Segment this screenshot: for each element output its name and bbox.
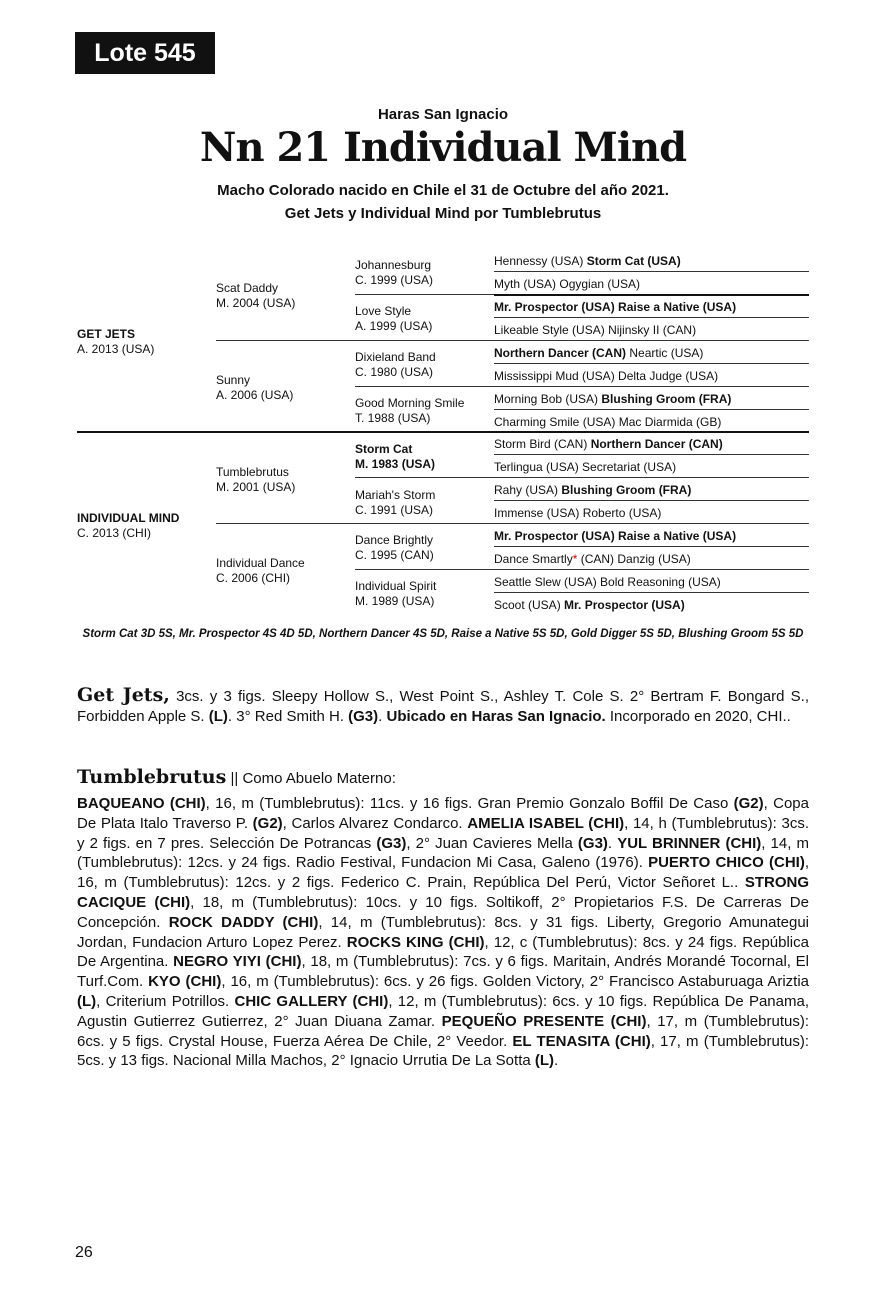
pedigree-dam	[77, 511, 179, 541]
inbreeding-summary: Storm Cat 3D 5S, Mr. Prospector 4S 4D 5D, Northern Dancer 4S 5D, Raise a Native 5S 5D, Gold Digger 5S 5D, Blushing Groom 5S 5D	[82, 628, 804, 640]
grandparent-info: M. 2004 (USA)	[216, 296, 296, 310]
pedigree-great-grandparent	[355, 488, 435, 518]
produce-text: .	[607, 834, 618, 852]
produce-name: ROCKS KING (CHI)	[346, 933, 485, 951]
ancestor: Delta Judge (USA)	[618, 369, 719, 383]
broodmare-sire-produce	[77, 794, 809, 1071]
grandparent-info: M. 2001 (USA)	[216, 480, 296, 494]
sire-text: 3cs. y 3 figs. Sleepy Hollow S., West Point S., Ashley T. Cole S. 2° Bertram F. Bongard S., Forbidden Apple S.	[77, 688, 810, 725]
produce-name: NEGRO YIYI (CHI)	[173, 953, 302, 971]
broodmare-sire-heading	[77, 766, 396, 788]
ancestor: Dance Smartly	[494, 552, 573, 566]
great-grandparent-info: C. 1991 (USA)	[355, 503, 434, 517]
ancestor: (CAN) Danzig (USA)	[580, 552, 691, 566]
pedigree-great-grandparent	[355, 350, 436, 380]
great-grandparent-info: T. 1988 (USA)	[355, 411, 431, 425]
horse-description: Macho Colorado nacido en Chile el 31 de Octubre del año 2021.	[217, 182, 669, 199]
dam-name: INDIVIDUAL MIND	[77, 511, 180, 525]
pedigree-ancestor-row	[494, 369, 718, 384]
divider	[355, 294, 494, 295]
ancestor: Scoot (USA)	[494, 598, 561, 612]
divider	[494, 317, 809, 318]
great-grandparent-name: Dixieland Band	[355, 350, 436, 364]
great-grandparent-info: M. 1983 (USA)	[355, 457, 436, 471]
produce-name: (G2)	[252, 814, 283, 832]
divider	[494, 592, 809, 593]
broodmare-sire-name: Tumblebrutus	[77, 766, 227, 788]
ancestor: Blushing Groom (FRA)	[601, 392, 732, 406]
produce-text: , Criterium Potrillos.	[96, 992, 235, 1010]
great-grandparent-name: Good Morning Smile	[355, 396, 465, 410]
divider	[216, 340, 809, 341]
grandparent-name: Individual Dance	[216, 556, 305, 570]
produce-text: , 14, m (Tumblebrutus): 8cs. y 31 figs. Liberty, Gregorio Amunategui Jordan, Fundacion Arturo Lopez Perez.	[77, 913, 809, 951]
pedigree-ancestor-row	[494, 460, 676, 475]
produce-text: .	[554, 1052, 559, 1070]
produce-text: , 17, m (Tumblebrutus): 5cs. y 13 figs. Nacional Milla Machos, 2° Ignacio Urrutia De La Sotta	[77, 1032, 810, 1070]
pedigree-ancestor-row	[494, 506, 661, 521]
ancestor: Storm Cat (USA)	[586, 254, 681, 268]
ancestor: Immense (USA)	[494, 506, 580, 520]
ancestor: Mac Diarmida (GB)	[618, 415, 722, 429]
pedigree-grandparent	[216, 465, 295, 495]
pedigree-ancestor-row	[494, 323, 696, 338]
ancestor: Ogygian (USA)	[559, 277, 641, 291]
produce-name: CHIC GALLERY (CHI)	[234, 992, 389, 1010]
great-grandparent-info: C. 1980 (USA)	[355, 365, 434, 379]
divider	[77, 431, 809, 433]
breeder-name: Haras San Ignacio	[377, 106, 509, 123]
pedigree-ancestor-row	[494, 277, 640, 292]
produce-text: , 2° Juan Cavieres Mella	[406, 834, 578, 852]
lot-badge: Lote 545	[75, 32, 215, 74]
sire-text: .	[378, 707, 387, 725]
divider	[494, 546, 809, 547]
ancestor: Northern Dancer (CAN)	[590, 437, 723, 451]
great-grandparent-info: C. 1999 (USA)	[355, 273, 434, 287]
grandparent-name: Sunny	[216, 373, 251, 387]
dam-info: C. 2013 (CHI)	[77, 526, 152, 540]
sire-heading: Get Jets,	[77, 684, 170, 706]
sire-text-bold: (G3)	[348, 707, 379, 725]
produce-name: (L)	[534, 1052, 555, 1070]
produce-name: EL TENASITA (CHI)	[512, 1032, 651, 1050]
grandparent-info: A. 2006 (USA)	[216, 388, 294, 402]
grandparent-name: Tumblebrutus	[216, 465, 289, 479]
ancestor: Northern Dancer (CAN)	[494, 346, 627, 360]
produce-name: (L)	[77, 992, 97, 1010]
ancestor: Storm Bird (CAN)	[494, 437, 588, 451]
pedigree-great-grandparent	[355, 396, 464, 426]
ancestor: Mr. Prospector (USA)	[494, 529, 615, 543]
produce-name: BAQUEANO (CHI)	[77, 795, 206, 812]
grandparent-name: Scat Daddy	[216, 281, 279, 295]
pedigree-ancestor-row	[494, 552, 691, 567]
pedigree-grandparent	[216, 556, 305, 586]
ancestor: Raise a Native (USA)	[618, 300, 737, 314]
pedigree-sire	[77, 327, 154, 357]
divider	[355, 569, 809, 570]
pedigree-ancestor-row	[494, 598, 685, 613]
divider	[494, 454, 809, 455]
divider	[494, 409, 809, 410]
great-grandparent-name: Mariah's Storm	[355, 488, 436, 502]
pedigree-ancestor-row	[494, 415, 721, 430]
produce-text: , 14, m (Tumblebrutus): 12cs. y 24 figs. Radio Festival, Fundacion Mi Casa, Galeno (1976).	[77, 834, 809, 872]
divider	[355, 386, 809, 387]
produce-name: AMELIA ISABEL (CHI)	[467, 814, 625, 832]
divider	[494, 363, 809, 364]
sire-text-bold: (L)	[208, 707, 228, 725]
divider	[216, 523, 809, 524]
produce-text: , 16, m (Tumblebrutus): 12cs. y 2 figs. Federico C. Prain, República Del Perú, Victor Señoret L..	[77, 854, 809, 892]
produce-name: KYO (CHI)	[148, 973, 222, 991]
pedigree-grandparent	[216, 373, 293, 403]
sire-section	[77, 686, 809, 727]
produce-text: , Carlos Alvarez Condarco.	[282, 814, 468, 832]
horse-name: Nn 21 Individual Mind	[199, 124, 687, 171]
ancestor: Roberto (USA)	[582, 506, 662, 520]
ancestor: Blushing Groom (FRA)	[561, 483, 692, 497]
ancestor: Mr. Prospector (USA)	[494, 300, 615, 314]
ancestor: Mississippi Mud (USA)	[494, 369, 615, 383]
produce-text: , 18, m (Tumblebrutus): 7cs. y 6 figs. Maritain, Andrés Morandé Tocornal, El Turf.Com.	[77, 953, 810, 991]
produce-text: , 16, m (Tumblebrutus): 6cs. y 26 figs. Golden Victory, 2° Francisco Astaburuaga Ariztia	[221, 973, 810, 991]
ancestor: Rahy (USA)	[494, 483, 559, 497]
pedigree-great-grandparent	[355, 579, 436, 609]
pedigree-ancestor-row	[494, 575, 721, 590]
produce-text: , 14, h (Tumblebrutus): 3cs. y 2 figs. en 7 pres. Selección De Potrancas	[77, 814, 809, 852]
broodmare-sire-suffix: || Como Abuelo Materno:	[226, 770, 396, 787]
produce-text: , 17, m (Tumblebrutus): 6cs. y 5 figs. Crystal House, Fuerza Aérea De Chile, 2° Veedor.	[77, 1012, 809, 1050]
ancestor: Charming Smile (USA)	[494, 415, 616, 429]
great-grandparent-name: Individual Spirit	[355, 579, 437, 593]
pedigree-great-grandparent	[355, 442, 435, 472]
produce-name: STRONG CACIQUE (CHI)	[77, 874, 809, 911]
ancestor: Secretariat (USA)	[582, 460, 677, 474]
sire-name: GET JETS	[77, 327, 136, 341]
ancestor: Neartic (USA)	[629, 346, 704, 360]
ancestor: Bold Reasoning (USA)	[600, 575, 721, 589]
produce-name: PEQUEÑO PRESENTE (CHI)	[441, 1012, 647, 1030]
produce-name: ROCK DADDY (CHI)	[168, 913, 319, 931]
pedigree-ancestor-row	[494, 254, 681, 269]
ancestor: Terlingua (USA)	[494, 460, 579, 474]
pedigree-ancestor-row	[494, 392, 731, 407]
great-grandparent-name: Johannesburg	[355, 258, 432, 272]
divider	[494, 271, 809, 272]
pedigree-ancestor-row	[494, 437, 723, 452]
produce-name: YUL BRINNER (CHI)	[617, 834, 762, 852]
pedigree-great-grandparent	[355, 258, 433, 288]
pedigree-great-grandparent	[355, 533, 434, 563]
sire-text-bold: Ubicado en Haras San Ignacio.	[386, 707, 606, 725]
great-grandparent-info: C. 1995 (CAN)	[355, 548, 434, 562]
great-grandparent-info: A. 1999 (USA)	[355, 319, 433, 333]
sire-text: . 3° Red Smith H.	[227, 707, 349, 725]
ancestor: Nijinsky II (CAN)	[608, 323, 697, 337]
produce-name: (G3)	[376, 834, 407, 852]
produce-name: (G3)	[577, 834, 608, 852]
produce-text: , 12, m (Tumblebrutus): 6cs. y 10 figs. República De Panama, Agustin Gutierrez Gutierrez, 2° Juan Diuana Zamar.	[77, 992, 809, 1030]
produce-text: , 12, c (Tumblebrutus): 8cs. y 24 figs. República De Argentina.	[77, 933, 809, 971]
produce-name: PUERTO CHICO (CHI)	[648, 854, 805, 872]
pedigree-ancestor-row	[494, 483, 691, 498]
great-grandparent-name: Storm Cat	[355, 442, 413, 456]
divider	[494, 500, 809, 501]
ancestor: Seattle Slew (USA)	[494, 575, 597, 589]
horse-parentage: Get Jets y Individual Mind por Tumblebrutus	[284, 205, 602, 222]
produce-name: (G2)	[733, 795, 764, 812]
ancestor: Likeable Style (USA)	[494, 323, 605, 337]
page-number: 26	[75, 1244, 93, 1261]
pedigree-table	[0, 0, 886, 620]
produce-text: , 18, m (Tumblebrutus): 10cs. y 10 figs. Soltikoff, 2° Propietarios F.S. De Carreras De Concepción.	[77, 893, 809, 931]
ancestor: Morning Bob (USA)	[494, 392, 599, 406]
sire-text: Incorporado en 2020, CHI..	[605, 707, 791, 725]
great-grandparent-name: Love Style	[355, 304, 412, 318]
produce-text: , 16, m (Tumblebrutus): 11cs. y 16 figs. Gran Premio Gonzalo Boffil De Caso	[205, 795, 734, 812]
pedigree-grandparent	[216, 281, 295, 311]
inbreeding-mark: *	[572, 552, 578, 566]
grandparent-info: C. 2006 (CHI)	[216, 571, 291, 585]
produce-text: , Copa De Plata Italo Traverso P.	[77, 795, 809, 832]
ancestor: Hennessy (USA)	[494, 254, 584, 268]
ancestor: Myth (USA)	[494, 277, 557, 291]
great-grandparent-name: Dance Brightly	[355, 533, 434, 547]
great-grandparent-info: M. 1989 (USA)	[355, 594, 435, 608]
pedigree-great-grandparent	[355, 304, 432, 334]
divider	[355, 477, 809, 478]
sire-info: A. 2013 (USA)	[77, 342, 155, 356]
divider	[494, 294, 809, 296]
pedigree-ancestor-row	[494, 529, 736, 544]
pedigree-ancestor-row	[494, 346, 703, 361]
ancestor: Raise a Native (USA)	[618, 529, 737, 543]
pedigree-ancestor-row	[494, 300, 736, 315]
ancestor: Mr. Prospector (USA)	[564, 598, 685, 612]
